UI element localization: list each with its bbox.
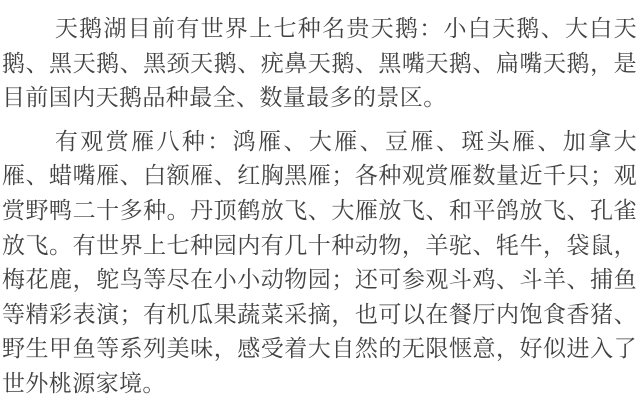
paragraph-swan-species: 天鹅湖目前有世界上七种名贵天鹅：小白天鹅、大白天鹅、黑天鹅、黑颈天鹅、疣鼻天鹅、黑嘴天鹅、扁嘴天鹅，是目前国内天鹅品种最全、数量最多的景区。 bbox=[2, 16, 637, 111]
paragraph-geese-and-attractions: 有观赏雁八种：鸿雁、大雁、豆雁、斑头雁、加拿大雁、蜡嘴雁、白额雁、红胸黑雁；各种观赏雁数量近千只；观赏野鸭二十多种。丹顶鹤放飞、大雁放飞、和平鸽放飞、孔雀放飞。有世界上七种园内有几十种动物，羊驼、牦牛，袋鼠，梅花鹿，鸵鸟等尽在小小动物园；还可参观斗鸡、斗羊、捕鱼等精彩表演；有机瓜果蔬菜采摘，也可以在餐厅内饱食香猪、野生甲鱼等系列美味，感受着大自然的无限惬意，好似进入了世外桃源家境。 bbox=[2, 128, 637, 396]
